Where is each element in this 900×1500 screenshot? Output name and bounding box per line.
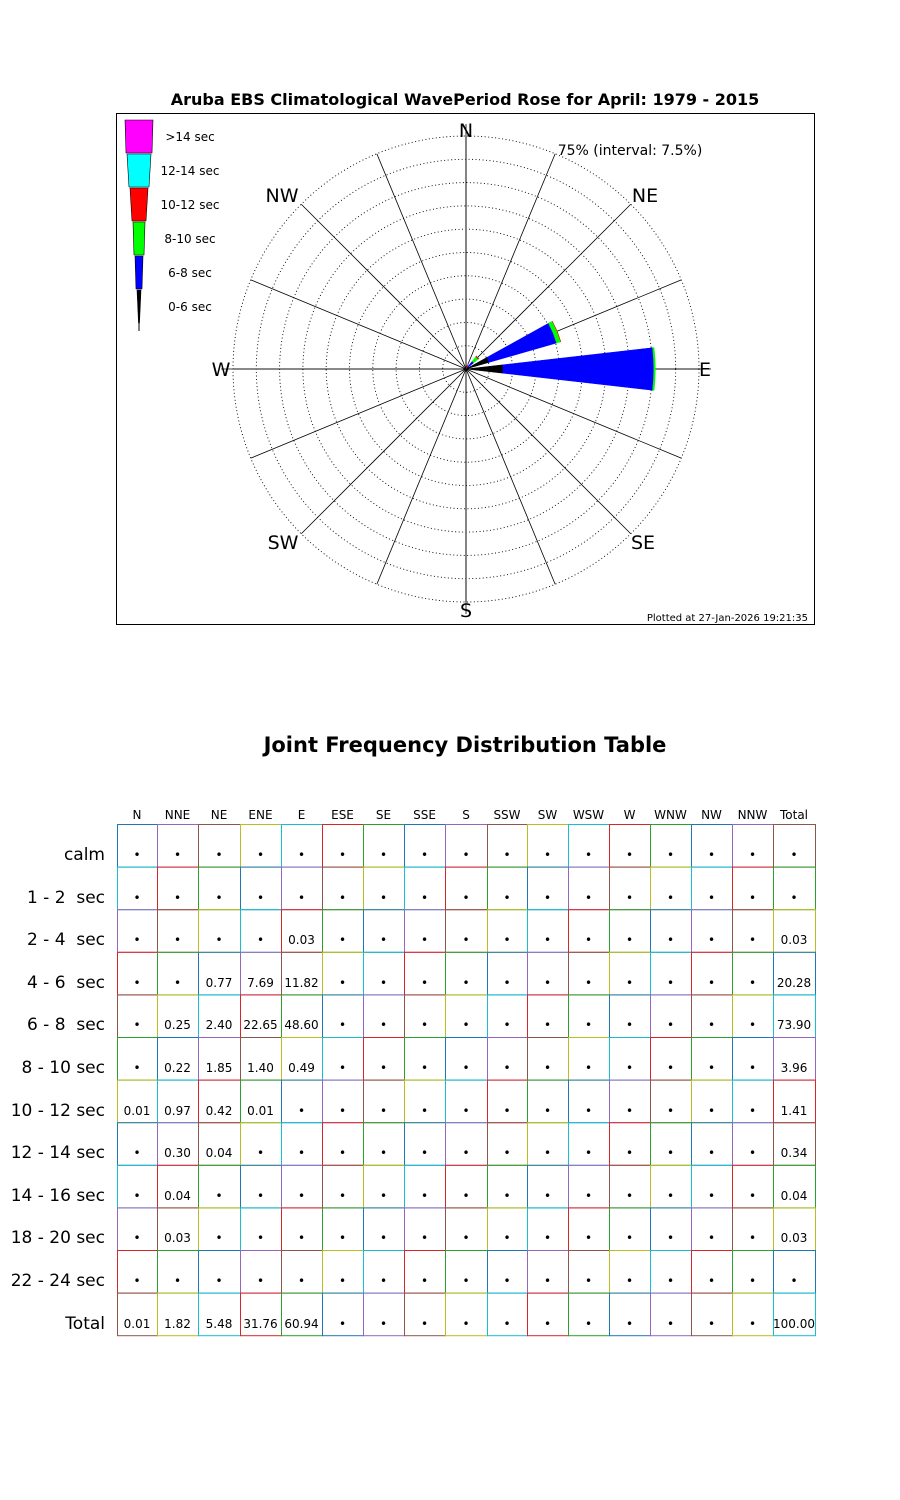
- column-header: NNE: [164, 808, 191, 822]
- table-cell: •: [256, 1231, 265, 1246]
- table-cell: •: [420, 1188, 429, 1203]
- table-cell: •: [503, 848, 511, 862]
- table-cell: 1.40: [247, 1061, 274, 1075]
- table-cell: •: [748, 1316, 757, 1331]
- table-cell: 100.00: [773, 1316, 815, 1331]
- table-cell: •: [503, 933, 511, 948]
- table-cell: •: [666, 1231, 675, 1246]
- table-cell: •: [133, 1061, 141, 1075]
- table-cell: 0.01: [247, 1103, 274, 1118]
- table-cell: •: [256, 933, 265, 948]
- table-cell: •: [584, 975, 593, 990]
- table-cell: •: [256, 1188, 265, 1203]
- row-label: 14 - 16 sec: [10, 1185, 105, 1206]
- table-cell: •: [133, 1018, 141, 1033]
- table-cell: •: [420, 1018, 429, 1033]
- table-cell: •: [625, 1231, 634, 1246]
- table-cell: •: [338, 890, 347, 905]
- row-label: calm: [63, 845, 105, 865]
- table-cell: 0.04: [164, 1188, 191, 1203]
- table-cell: •: [420, 1231, 429, 1246]
- row-label: 2 - 4 sec: [26, 930, 105, 951]
- plot-timestamp: Plotted at 27-Jan-2026 19:21:35: [646, 613, 808, 624]
- column-header: ENE: [248, 808, 273, 822]
- table-cell: •: [543, 1061, 552, 1075]
- table-cell: •: [748, 1274, 757, 1288]
- table-cell: •: [625, 933, 634, 948]
- table-cell: •: [625, 975, 634, 990]
- table-cell: •: [462, 1188, 470, 1203]
- compass-label-nw: NW: [265, 185, 299, 207]
- table-cell: •: [297, 1231, 306, 1246]
- table-cell: •: [338, 1103, 347, 1118]
- table-cell: •: [297, 1188, 306, 1203]
- table-cell: •: [666, 933, 675, 948]
- table-cell: •: [666, 1103, 675, 1118]
- table-cell: •: [748, 1061, 757, 1075]
- compass-label-w: W: [211, 359, 231, 381]
- table-cell: •: [420, 848, 429, 862]
- table-cell: •: [173, 890, 182, 905]
- table-cell: 0.34: [780, 1146, 808, 1161]
- column-header: SSW: [493, 808, 521, 822]
- table-cell: •: [625, 848, 634, 862]
- table-cell: •: [707, 1061, 716, 1075]
- table-cell: •: [666, 848, 675, 862]
- table-cell: •: [462, 975, 470, 990]
- table-cell: •: [503, 1274, 511, 1288]
- table-cell: •: [748, 975, 757, 990]
- table-cell: •: [666, 975, 675, 990]
- column-header: ESE: [331, 808, 354, 822]
- table-cell: •: [338, 1061, 347, 1075]
- table-cell: •: [503, 890, 511, 905]
- legend-label: 10-12 sec: [160, 198, 220, 212]
- table-cell: 0.03: [164, 1231, 191, 1246]
- table-cell: •: [748, 933, 757, 948]
- table-cell: •: [215, 933, 223, 948]
- table-cell: •: [338, 1188, 347, 1203]
- compass-label-sw: SW: [267, 532, 299, 554]
- row-label: 22 - 24 sec: [10, 1271, 105, 1291]
- ring-scale-label: 75% (interval: 7.5%): [557, 143, 703, 159]
- table-cell: •: [748, 1146, 757, 1161]
- table-cell: 31.76: [243, 1316, 278, 1331]
- table-cell: •: [625, 1146, 634, 1161]
- table-cell: •: [584, 890, 593, 905]
- table-cell: •: [256, 890, 265, 905]
- table-cell: 0.01: [123, 1316, 151, 1331]
- table-cell: •: [133, 1188, 141, 1203]
- table-cell: •: [420, 1103, 429, 1118]
- row-label: 10 - 12 sec: [10, 1100, 105, 1121]
- table-cell: •: [584, 1231, 593, 1246]
- table-cell: •: [256, 848, 265, 862]
- table-cell: •: [543, 1018, 552, 1033]
- table-cell: •: [584, 1103, 593, 1118]
- table-cell: •: [748, 1188, 757, 1203]
- table-cell: •: [584, 848, 593, 862]
- row-label: 12 - 14 sec: [10, 1143, 105, 1164]
- legend-label: 8-10 sec: [164, 232, 216, 246]
- table-cell: •: [707, 933, 716, 948]
- table-cell: •: [543, 890, 552, 905]
- table-cell: 0.42: [205, 1103, 233, 1118]
- table-cell: •: [666, 1188, 675, 1203]
- table-cell: •: [297, 848, 306, 862]
- table-cell: •: [790, 1274, 798, 1288]
- table-cell: •: [503, 975, 511, 990]
- table-cell: •: [748, 848, 757, 862]
- table-cell: •: [584, 1316, 593, 1331]
- table-cell: •: [462, 848, 470, 862]
- table-cell: •: [338, 975, 347, 990]
- table-cell: •: [707, 1146, 716, 1161]
- table-cell: •: [543, 1188, 552, 1203]
- table-cell: •: [748, 1231, 757, 1246]
- table-cell: •: [379, 1316, 388, 1331]
- table-cell: •: [379, 1274, 388, 1288]
- compass-label-ne: NE: [631, 185, 659, 207]
- table-cell: •: [379, 933, 388, 948]
- table-cell: •: [338, 1316, 347, 1331]
- table-cell: •: [462, 1018, 470, 1033]
- table-cell: •: [420, 1274, 429, 1288]
- table-cell: 0.25: [164, 1018, 191, 1033]
- table-cell: •: [625, 1018, 634, 1033]
- column-header: NE: [210, 808, 228, 822]
- table-cell: 1.41: [780, 1103, 808, 1118]
- table-cell: •: [625, 1188, 634, 1203]
- table-cell: •: [503, 1061, 511, 1075]
- legend-label: 0-6 sec: [168, 300, 212, 314]
- table-cell: •: [338, 1018, 347, 1033]
- table-cell: •: [173, 1274, 182, 1288]
- table-cell: •: [503, 1231, 511, 1246]
- table-cell: •: [503, 1146, 511, 1161]
- legend-label: >14 sec: [165, 130, 215, 144]
- column-header: SE: [375, 808, 392, 822]
- table-cell: 1.82: [164, 1316, 191, 1331]
- table-cell: •: [666, 1146, 675, 1161]
- table-cell: •: [503, 1103, 511, 1118]
- table-cell: •: [666, 890, 675, 905]
- table-cell: •: [707, 1103, 716, 1118]
- table-cell: •: [338, 848, 347, 862]
- table-cell: •: [420, 1061, 429, 1075]
- table-cell: 0.03: [288, 933, 315, 948]
- table-cell: •: [379, 1146, 388, 1161]
- row-label: 1 - 2 sec: [26, 887, 105, 908]
- table-cell: •: [503, 1188, 511, 1203]
- compass-label-e: E: [698, 359, 712, 381]
- column-header: E: [297, 808, 306, 822]
- compass-label-n: N: [458, 120, 474, 142]
- table-cell: 0.04: [205, 1146, 233, 1161]
- table-cell: •: [666, 1274, 675, 1288]
- table-cell: •: [462, 933, 470, 948]
- table-cell: •: [543, 1103, 552, 1118]
- table-cell: •: [420, 933, 429, 948]
- table-cell: •: [748, 890, 757, 905]
- table-cell: •: [625, 890, 634, 905]
- table-cell: •: [666, 1061, 675, 1075]
- table-cell: •: [543, 975, 552, 990]
- table-cell: 20.28: [776, 975, 812, 990]
- row-label: 4 - 6 sec: [26, 972, 105, 993]
- column-header: S: [462, 808, 470, 822]
- table-cell: 0.03: [780, 1231, 808, 1246]
- table-cell: •: [503, 1316, 511, 1331]
- table-cell: •: [707, 1316, 716, 1331]
- table-cell: •: [707, 1274, 716, 1288]
- table-cell: •: [748, 1103, 757, 1118]
- table-cell: •: [215, 848, 223, 862]
- column-header: Total: [779, 808, 809, 822]
- table-cell: •: [379, 975, 388, 990]
- table-cell: 0.22: [164, 1061, 191, 1075]
- table-cell: •: [462, 890, 470, 905]
- table-cell: •: [338, 933, 347, 948]
- table-cell: 0.30: [164, 1146, 191, 1161]
- row-label: 18 - 20 sec: [10, 1228, 105, 1249]
- table-cell: 48.60: [284, 1018, 319, 1033]
- compass-label-s: S: [459, 600, 473, 622]
- table-cell: 0.97: [164, 1103, 191, 1118]
- table-cell: •: [625, 1103, 634, 1118]
- table-cell: •: [338, 1274, 347, 1288]
- table-cell: •: [462, 1103, 470, 1118]
- table-cell: •: [707, 890, 716, 905]
- table-cell: •: [379, 890, 388, 905]
- table-cell: 22.65: [243, 1018, 278, 1033]
- table-cell: •: [379, 848, 388, 862]
- table-cell: •: [173, 975, 182, 990]
- column-header: WNW: [654, 808, 687, 822]
- table-cell: •: [133, 975, 141, 990]
- table-cell: •: [707, 848, 716, 862]
- table-cell: •: [215, 1274, 223, 1288]
- table-cell: 3.96: [780, 1061, 808, 1075]
- table-cell: •: [133, 933, 141, 948]
- table-cell: •: [503, 1018, 511, 1033]
- table-cell: •: [420, 1316, 429, 1331]
- rose-title: Aruba EBS Climatological WavePeriod Rose for April: 1979 - 2015: [170, 90, 760, 109]
- table-cell: •: [584, 1274, 593, 1288]
- table-cell: •: [625, 1061, 634, 1075]
- column-header: SSE: [413, 808, 436, 822]
- table-cell: •: [379, 1188, 388, 1203]
- table-cell: •: [420, 890, 429, 905]
- table-cell: •: [133, 848, 141, 862]
- table-cell: •: [379, 1018, 388, 1033]
- table-cell: •: [420, 1146, 429, 1161]
- table-cell: •: [666, 1316, 675, 1331]
- table-cell: •: [256, 1274, 265, 1288]
- table-cell: •: [133, 1274, 141, 1288]
- column-header: NNW: [737, 808, 768, 822]
- table-cell: •: [379, 1061, 388, 1075]
- table-cell: •: [584, 933, 593, 948]
- table-cell: •: [297, 1146, 306, 1161]
- table-cell: •: [379, 1103, 388, 1118]
- table-cell: •: [543, 1316, 552, 1331]
- table-cell: •: [707, 975, 716, 990]
- table-cell: 7.69: [247, 975, 274, 990]
- table-cell: •: [462, 1061, 470, 1075]
- table-cell: •: [584, 1188, 593, 1203]
- table-cell: •: [173, 933, 182, 948]
- table-cell: •: [748, 1018, 757, 1033]
- table-cell: 2.40: [205, 1018, 233, 1033]
- table-cell: 0.01: [123, 1103, 151, 1118]
- table-cell: •: [420, 975, 429, 990]
- table-cell: 0.77: [205, 975, 233, 990]
- table-cell: 73.90: [776, 1018, 812, 1033]
- table-cell: 0.04: [780, 1188, 808, 1203]
- table-cell: 5.48: [205, 1316, 233, 1331]
- table-cell: •: [584, 1146, 593, 1161]
- table-cell: •: [584, 1018, 593, 1033]
- table-cell: •: [543, 1231, 552, 1246]
- table-cell: •: [707, 1231, 716, 1246]
- table-cell: •: [133, 890, 141, 905]
- row-label: 8 - 10 sec: [21, 1058, 105, 1078]
- table-cell: •: [625, 1316, 634, 1331]
- column-header: NW: [701, 808, 722, 822]
- table-cell: 0.49: [288, 1061, 315, 1075]
- table-cell: 60.94: [284, 1316, 319, 1331]
- table-cell: •: [133, 1231, 141, 1246]
- column-header: SW: [537, 808, 558, 822]
- table-cell: •: [462, 1316, 470, 1331]
- table-cell: •: [215, 890, 223, 905]
- column-header: W: [623, 808, 636, 822]
- row-label: Total: [65, 1313, 105, 1334]
- row-label: 6 - 8 sec: [26, 1015, 105, 1036]
- table-title: Joint Frequency Distribution Table: [263, 733, 667, 757]
- legend-label: 6-8 sec: [168, 266, 212, 280]
- table-cell: •: [625, 1274, 634, 1288]
- table-cell: •: [256, 1146, 265, 1161]
- table-cell: •: [543, 1274, 552, 1288]
- table-cell: •: [543, 1146, 552, 1161]
- table-cell: •: [379, 1231, 388, 1246]
- table-cell: •: [338, 1146, 347, 1161]
- table-cell: •: [462, 1231, 470, 1246]
- column-header: WSW: [572, 808, 605, 822]
- table-cell: •: [790, 890, 798, 905]
- table-cell: •: [215, 1231, 223, 1246]
- compass-label-se: SE: [630, 532, 656, 554]
- table-cell: •: [462, 1274, 470, 1288]
- table-cell: •: [173, 848, 182, 862]
- table-cell: •: [543, 848, 552, 862]
- table-cell: •: [297, 1274, 306, 1288]
- table-cell: 1.85: [205, 1061, 233, 1075]
- table-cell: •: [297, 1103, 306, 1118]
- table-cell: •: [666, 1018, 675, 1033]
- table-cell: •: [462, 1146, 470, 1161]
- table-cell: •: [584, 1061, 593, 1075]
- table-cell: •: [338, 1231, 347, 1246]
- column-header: N: [132, 808, 142, 822]
- table-cell: •: [215, 1188, 223, 1203]
- table-cell: •: [707, 1188, 716, 1203]
- table-cell: •: [297, 890, 306, 905]
- table-cell: •: [543, 933, 552, 948]
- table-cell: •: [133, 1146, 141, 1161]
- table-cell: •: [707, 1018, 716, 1033]
- table-cell: 0.03: [780, 933, 808, 948]
- table-cell: 11.82: [284, 975, 319, 990]
- legend-label: 12-14 sec: [160, 164, 220, 178]
- table-cell: •: [790, 848, 798, 862]
